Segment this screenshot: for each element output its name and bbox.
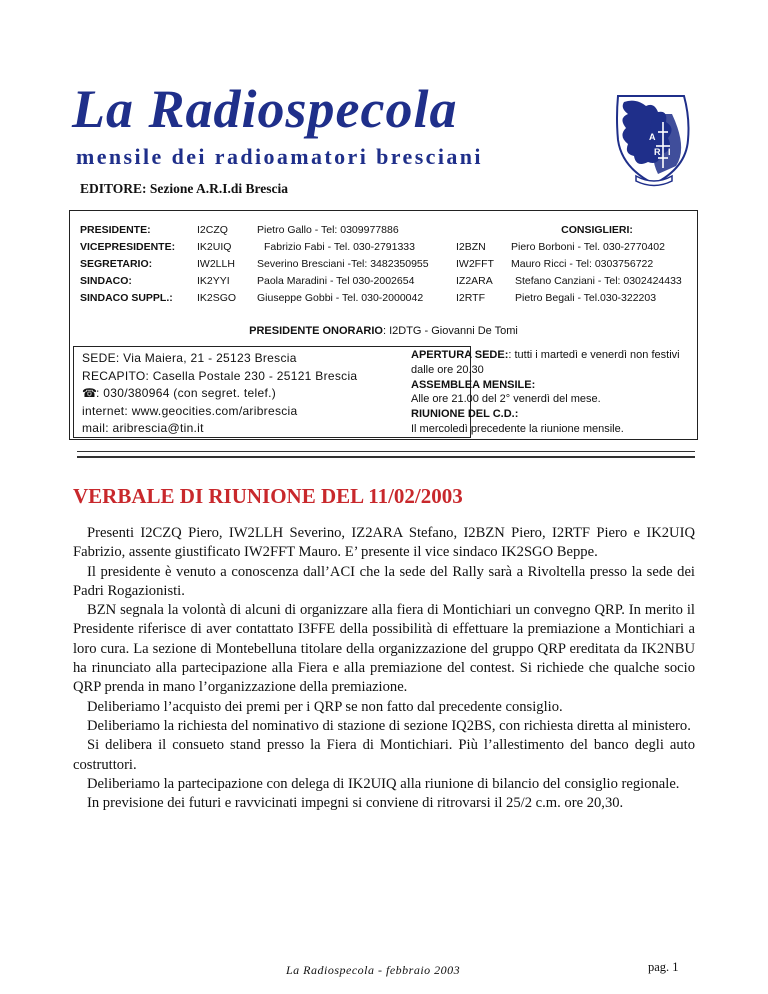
callsign: IW2FFT (456, 258, 494, 270)
email-line[interactable]: mail: aribrescia@tin.it (82, 421, 204, 435)
website-line[interactable]: internet: www.geocities.com/aribrescia (82, 403, 298, 418)
article-paragraph: In previsione dei futuri e ravvicinati impegni si conviene di ritrovarsi il 25/2 c.m. ore 20,30. (87, 795, 624, 812)
contacts-text (82, 350, 357, 438)
role-vicepresident: VICEPRESIDENTE: (80, 241, 176, 253)
role-secretary: SEGRETARIO: (80, 258, 153, 270)
article-paragraph: BZN segnala la volontà di alcuni di organizzare alla fiera di Montichiari un convegno QRP. In merito il Presidente riferisce di aver contattato I3FFE della possibilità di effettuare la premiazione a Montichiari a loro cura. La sezione di Montebelluna titolare della organizzazione del gruppo QRP ereditata da IK2NBU ha rinunciato alla partecipazione alla Fiera e alla premiazione del contest. Si richiede che qualche socio QRP prenda in mano l’organizzazione della premiazione. (73, 602, 695, 696)
running-footer: La Radiospecola - febbraio 2003 (286, 963, 461, 977)
callsign: IZ2ARA (456, 275, 493, 287)
editor-line: EDITORE: Sezione A.R.I.di Brescia (80, 181, 289, 196)
phone-number: : 030/380964 (con segret. telef.) (96, 386, 277, 400)
article-paragraph: Presenti I2CZQ Piero, IW2LLH Severino, IZ2ARA Stefano, I2BZN Piero, I2RTF Piero e IK2UIQ Fabrizio, assente giustificato IW2FFT Mauro. E’ presente il vice sindaco IK2SGO Beppe. (73, 525, 695, 561)
officer-name: Giuseppe Gobbi - Tel. 030-2000042 (257, 292, 424, 304)
svg-text:A: A (649, 132, 656, 142)
article-paragraph: Il presidente è venuto a conoscenza dall’ACI che la sede del Rally sarà a Rivoltella presso la sede dei Padri Rogazionisti. (73, 563, 695, 599)
council-member: Mauro Ricci - Tel: 0303756722 (511, 258, 654, 270)
telephone-icon: ☎ (82, 386, 98, 400)
officer-names (257, 222, 429, 307)
opening-text: : tutti i martedì e venerdì non festivi dalle ore 20.30 (411, 349, 680, 376)
council-heading: CONSIGLIERI: (561, 224, 633, 236)
assembly-label: ASSEMBLEA MENSILE: (411, 378, 536, 391)
board-meeting-text: Il mercoledì precedente la riunione mensile. (411, 422, 624, 435)
council-list (511, 222, 682, 307)
svg-text:R: R (654, 147, 661, 157)
opening-label: APERTURA SEDE: (411, 349, 509, 361)
magazine-subtitle: mensile dei radioamatori bresciani (76, 144, 483, 169)
callsign: IK2SGO (197, 292, 237, 304)
phone-line (82, 385, 357, 403)
officer-roles (80, 222, 175, 307)
role-president: PRESIDENTE: (80, 224, 151, 236)
assembly-text: Alle ore 21.00 del 2° venerdì del mese. (411, 393, 601, 406)
callsign: IK2UIQ (197, 241, 232, 253)
page-number: pag. 1 (648, 960, 679, 974)
article-paragraph: Si delibera il consueto stand presso la Fiera di Montichiari. Più l’allestimento del banco degli auto costruttori. (73, 737, 695, 773)
officer-name: Pietro Gallo - Tel: 0309977886 (257, 224, 399, 236)
article-paragraph: Deliberiamo l’acquisto dei premi per i QRP se non fatto dal precedente consiglio. (87, 698, 563, 715)
postal-address: RECAPITO: Casella Postale 230 - 25121 Brescia (82, 368, 358, 383)
divider-thin (77, 451, 695, 452)
schedule-info (411, 348, 696, 437)
callsign: I2CZQ (197, 224, 228, 236)
council-member: Stefano Canziani - Tel: 0302424433 (515, 275, 682, 287)
council-member: Piero Borboni - Tel. 030-2770402 (511, 241, 665, 253)
council-member: Pietro Begali - Tel.030-322203 (515, 292, 657, 304)
role-deputy-auditor: SINDACO SUPPL.: (80, 292, 173, 304)
honorary-value: : I2DTG - Giovanni De Tomi (382, 325, 518, 337)
callsign: IW2LLH (197, 258, 235, 270)
officer-name: Severino Bresciani -Tel: 3482350955 (257, 258, 429, 270)
council-callsigns (456, 222, 494, 307)
article-body (73, 524, 695, 813)
callsign: IK2YYI (197, 275, 230, 287)
officer-name: Fabrizio Fabi - Tel. 030-2791333 (264, 241, 415, 253)
honorary-president (69, 325, 698, 337)
article-heading: VERBALE DI RIUNIONE DEL 11/02/2003 (73, 484, 463, 508)
honorary-label: PRESIDENTE ONORARIO (249, 325, 383, 337)
sede-address: SEDE: Via Maiera, 21 - 25123 Brescia (82, 351, 297, 365)
officer-name: Paola Maradini - Tel 030-2002654 (257, 275, 415, 287)
magazine-title: La Radiospecola (72, 79, 458, 139)
ari-logo-icon (606, 88, 702, 188)
board-meeting-label: RIUNIONE DEL C.D.: (411, 408, 519, 421)
callsign: I2BZN (456, 241, 486, 253)
officer-callsigns (197, 222, 236, 307)
article-paragraph: Deliberiamo la richiesta del nominativo di stazione di sezione IQ2BS, con richiesta diretta al ministero. (87, 717, 691, 734)
svg-text:I: I (668, 147, 671, 157)
role-auditor: SINDACO: (80, 275, 132, 287)
article-paragraph: Deliberiamo la partecipazione con delega di IK2UIQ alla riunione di bilancio del consiglio regionale. (87, 775, 680, 792)
callsign: I2RTF (456, 292, 485, 304)
divider-thick (77, 456, 695, 458)
